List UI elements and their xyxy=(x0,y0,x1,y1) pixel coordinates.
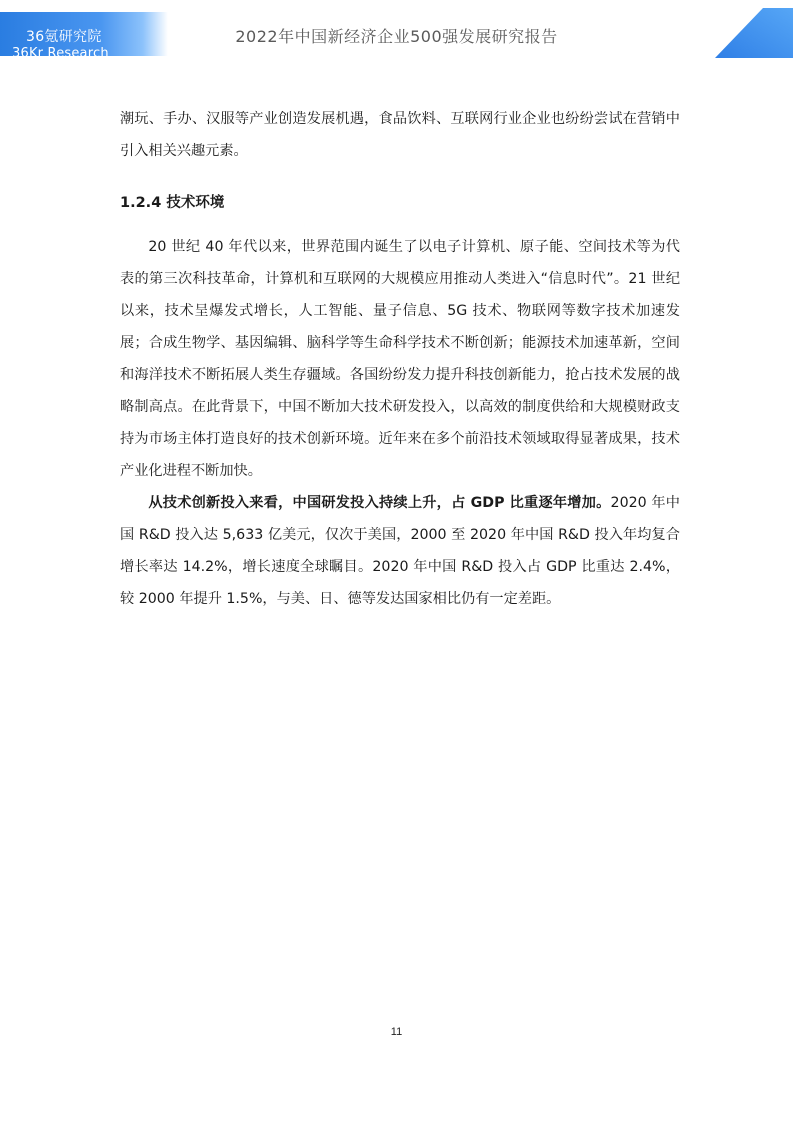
tech-paragraph: 20 世纪 40 年代以来，世界范围内诞生了以电子计算机、原子能、空间技术等为代表的第三次科技革命，计算机和互联网的大规模应用推动人类进入“信息时代”。21 世纪以来，技术呈爆发式增长，人工智能、量子信息、5G 技术、物联网等数字技术加速发展；合成生物学、基因编辑、脑科学等生命科学技术不断创新；能源技术加速革新，空间和海洋技术不断拓展人类生存疆域。各国纷纷发力提升科技创新能力，抢占技术发展的战略制高点。在此背景下，中国不断加大技术研发投入，以高效的制度供给和大规模财政支持为市场主体打造良好的技术创新环境。近年来在多个前沿技术领域取得显著成果，技术产业化进程不断加快。 xyxy=(120,239,681,479)
rd-paragraph xyxy=(120,487,680,615)
rd-body-text: 2020 年中国 R&D 投入达 5,633 亿美元，仅次于美国，2000 至 2020 年中国 R&D 投入年均复合增长率达 14.2%，增长速度全球瞩目。2020 年中国 R&D 投入占 GDP 比重达 2.4%，较 2000 年提升 1.5%，与美、日、德等发达国家相比仍有一定差距。 xyxy=(120,495,680,607)
logo-text-cn: 36氪研究院 xyxy=(26,29,102,45)
report-title: 2022年中国新经济企业500强发展研究报告 xyxy=(235,27,558,46)
rd-lead-sentence: 从技术创新投入来看，中国研发投入持续上升，占 GDP 比重逐年增加。 xyxy=(148,495,611,511)
page-header xyxy=(0,0,793,62)
main-content xyxy=(120,103,680,615)
page-number: 11 xyxy=(390,1026,403,1038)
logo-text-en: 36Kr Research xyxy=(12,46,109,61)
section-heading: 1.2.4 技术环境 xyxy=(120,195,225,211)
intro-paragraph: 潮玩、手办、汉服等产业创造发展机遇，食品饮料、互联网行业企业也纷纷尝试在营销中引入相关兴趣元素。 xyxy=(120,111,680,159)
corner-decoration-icon xyxy=(713,8,793,58)
